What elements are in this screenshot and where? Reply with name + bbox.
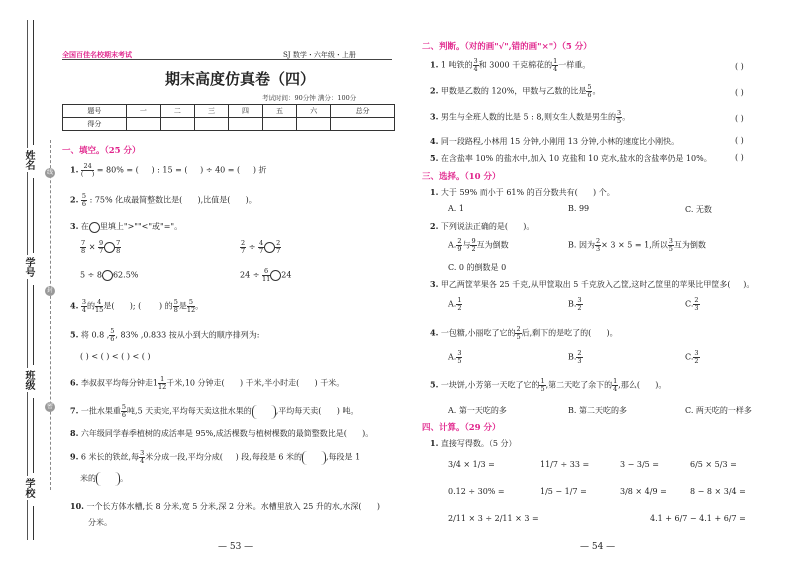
q-text: ,第二天吃了余下的 xyxy=(545,380,613,390)
question-number: 1. xyxy=(430,59,439,70)
s1-question-10 xyxy=(70,501,380,512)
score-col-total: 总分 xyxy=(331,105,395,118)
judge-answer-1[interactable]: ( ) xyxy=(735,62,744,71)
q-text: 一样重。 xyxy=(558,60,591,70)
seal-mark-line: 线 xyxy=(46,169,53,176)
q-text: 米分成一段,平均分成( xyxy=(145,452,223,462)
denominator: 2 xyxy=(694,357,699,365)
s1-q3-item-d xyxy=(240,268,291,283)
s1-question-7 xyxy=(70,404,358,419)
numerator: 7 xyxy=(81,239,86,247)
fraction xyxy=(262,268,270,283)
denominator: 7 xyxy=(258,247,264,255)
binding-margin-line xyxy=(27,20,28,540)
s3-q4-option-c[interactable] xyxy=(685,350,700,365)
brand-label: 全国百佳名校期末考试 xyxy=(62,50,132,59)
mixed-whole: 1 xyxy=(152,378,158,388)
s3-q3-option-c[interactable] xyxy=(685,297,700,312)
s3-q4-option-a[interactable] xyxy=(448,350,462,365)
s1-question-8 xyxy=(70,428,373,439)
page-number-right: — 54 — xyxy=(580,542,616,552)
section2-heading: 二、判断。（对的画"√",错的画"×"）（5 分） xyxy=(422,42,592,52)
q-text: ,平均每天卖( xyxy=(275,406,322,416)
q-text: 互为倒数 xyxy=(673,240,706,250)
q-text: )。 xyxy=(655,380,667,390)
s1-question-4 xyxy=(70,299,203,314)
calc-item: 8 − 8 × 3/4 = xyxy=(690,487,746,496)
s1-q3-item-c xyxy=(80,270,138,281)
question-number: 9. xyxy=(70,451,79,462)
fraction xyxy=(80,240,86,255)
option-letter: A. xyxy=(448,240,457,250)
page-number-left: — 53 — xyxy=(218,542,254,552)
denominator: 11 xyxy=(261,275,271,283)
s2-question-5 xyxy=(430,153,712,164)
s1-question-6 xyxy=(70,376,344,391)
q-text: 。 xyxy=(120,474,128,483)
option-letter: B. xyxy=(568,352,577,362)
question-number: 4. xyxy=(430,136,439,146)
q-text: 直接写得数。（5 分） xyxy=(440,439,517,448)
denominator: 3 xyxy=(694,304,699,312)
s2-question-2 xyxy=(430,84,600,99)
denominator: 4 xyxy=(553,65,558,73)
denominator: 5 xyxy=(616,117,622,125)
q-text: 同一段路程,小林用 15 分钟,小刚用 13 分钟,小林的速度比小刚快。 xyxy=(440,137,680,146)
denominator: 5 xyxy=(540,385,545,393)
q-text: , 83% ,0.833 按从小到大的顺序排列为: xyxy=(115,330,260,340)
q-text: ); ( xyxy=(129,301,142,311)
q-text: 互为倒数 xyxy=(476,240,509,250)
question-number: 1. xyxy=(430,187,439,197)
q-text: 。 xyxy=(195,301,204,311)
score-cell[interactable] xyxy=(297,118,331,131)
s3-question-1 xyxy=(430,187,615,198)
q-text: × 3 × 5 = 1 xyxy=(601,240,650,250)
score-col-2: 二 xyxy=(160,105,194,118)
calc-item: 3/4 × 1/3 = xyxy=(448,460,495,469)
score-cell[interactable] xyxy=(126,118,160,131)
numerator: 1 xyxy=(540,377,545,385)
numerator: 5 xyxy=(187,299,195,307)
denominator: 2 xyxy=(471,245,476,253)
denominator: 12 xyxy=(186,306,196,314)
s1-q9-continued xyxy=(80,472,128,486)
question-number: 1. xyxy=(430,438,439,448)
fraction xyxy=(693,350,699,365)
numerator: 2 xyxy=(241,239,246,247)
q-text: ) ÷ 40 = ( xyxy=(200,165,241,175)
q-text: 后,剩下的是吃了的( xyxy=(521,328,592,338)
numerator: 1 xyxy=(613,377,618,385)
q-text: 一块饼,小芳第一天吃了它的 xyxy=(440,380,540,390)
s1-question-2 xyxy=(70,193,257,208)
score-col-5: 五 xyxy=(263,105,297,118)
numerator: 6 xyxy=(262,268,270,276)
fraction xyxy=(576,297,582,312)
s1-q10-unit: 分米。 xyxy=(88,518,112,527)
numerator: 2 xyxy=(516,325,521,333)
judge-answer-3[interactable]: ( ) xyxy=(735,114,744,123)
section4-heading: 四、计算。（29 分） xyxy=(422,423,501,433)
denominator: 5 xyxy=(457,357,462,365)
denominator: 12 xyxy=(158,383,167,391)
q-text: ) 千米,半小时走( xyxy=(239,378,300,388)
q-text: ) 段,每段是 6 米的 xyxy=(235,452,303,462)
name-label: 姓名 xyxy=(23,150,34,170)
s1-question-5 xyxy=(70,328,260,343)
fraction-blank[interactable] xyxy=(302,451,326,465)
q-text: 的 xyxy=(87,301,96,311)
numerator: 5 xyxy=(110,327,115,335)
s4-question-1 xyxy=(430,438,517,449)
fraction xyxy=(240,240,246,255)
q-text: 是( xyxy=(103,301,115,311)
operator: × xyxy=(88,242,96,252)
q-text: : 75% 化成最简整数比是( xyxy=(89,195,183,205)
s3-q5-option-c[interactable]: C. 两天吃的一样多 xyxy=(685,406,752,415)
score-cell[interactable] xyxy=(263,118,297,131)
q-text: 是 xyxy=(178,301,187,311)
q-text: ) xyxy=(376,502,380,511)
compare-circle[interactable] xyxy=(89,222,100,233)
q-text: 吨,5 天卖完,平均每天卖这批水果的 xyxy=(127,406,252,416)
s3-q2-option-a[interactable] xyxy=(448,238,509,253)
s3-q1-option-c[interactable]: C. 无数 xyxy=(685,205,712,214)
s3-question-2 xyxy=(430,221,534,232)
numerator: 3 xyxy=(694,349,699,357)
numerator: 1 xyxy=(158,376,166,384)
q-text: 1 吨铁的 xyxy=(440,60,473,70)
q-text: 将 0.8 , xyxy=(80,330,110,340)
fraction xyxy=(456,297,462,312)
school-line xyxy=(33,398,34,473)
q-text: )。 xyxy=(743,280,755,289)
s1-question-9 xyxy=(70,450,360,465)
denominator: ( ) xyxy=(80,170,95,178)
question-number: 3. xyxy=(70,221,79,231)
denominator: 4 xyxy=(81,306,87,314)
question-number: 7. xyxy=(70,405,79,416)
s1-q5-order-line: ( ) < ( ) < ( ) < ( ) xyxy=(80,352,151,361)
q-text: ),比值是( xyxy=(197,195,231,205)
question-number: 1. xyxy=(70,164,79,175)
numerator: 3 xyxy=(668,237,673,245)
question-number: 2. xyxy=(430,221,439,231)
compare-circle[interactable] xyxy=(264,242,275,253)
score-row-label: 得分 xyxy=(63,118,127,131)
q-text: 大于 59% 而小于 61% 的百分数共有( xyxy=(440,188,578,197)
score-col-4: 四 xyxy=(228,105,262,118)
q-text: 男生与全班人数的比是 5 : 8,则女生人数是男生的 xyxy=(440,112,616,122)
question-number: 4. xyxy=(430,327,439,338)
fraction xyxy=(693,297,699,312)
q-text: 米的 xyxy=(80,474,96,483)
calc-item: 4.1 + 6/7 − 4.1 + 6/7 = xyxy=(650,514,746,523)
q-text: ) 的 xyxy=(159,301,173,311)
q-text: )。 xyxy=(362,429,374,438)
q-text: 6 米长的铁丝,每 xyxy=(80,452,140,462)
denominator: 7 xyxy=(276,247,281,255)
q-text: 下列说法正确的是( xyxy=(440,222,509,231)
q-text: 在含盐率 10% 的盐水中,加入 10 克盐和 10 克水,盐水的含盐率仍是 10%。 xyxy=(440,154,712,163)
q-text: ,那么( xyxy=(618,380,640,390)
q-text: 24 ÷ xyxy=(240,270,260,280)
numerator: 5 xyxy=(81,192,87,200)
numerator: 3 xyxy=(140,449,145,457)
numerator: 24 xyxy=(81,163,94,171)
denominator: 6 xyxy=(81,200,87,208)
score-table xyxy=(62,104,395,131)
numerator: 2 xyxy=(577,349,582,357)
question-number: 3. xyxy=(430,279,439,289)
option-letter: A. xyxy=(448,352,457,362)
q-text: ) 千米。 xyxy=(314,378,345,388)
judge-answer-2[interactable]: ( ) xyxy=(735,88,744,97)
class-line xyxy=(33,285,34,365)
score-table-score-row xyxy=(63,118,395,131)
numerator: 2 xyxy=(457,237,462,245)
calc-item: 3 − 3/5 = xyxy=(620,460,659,469)
q-text: 李叔叔平均每分钟走 xyxy=(80,378,153,388)
fraction-blank[interactable] xyxy=(252,405,276,419)
operator: ÷ xyxy=(248,242,256,252)
q-text: )。 xyxy=(606,328,618,338)
s2-question-4 xyxy=(430,136,679,147)
denominator: 2 xyxy=(577,304,582,312)
compare-circle[interactable] xyxy=(104,242,115,253)
s3-q5-option-b[interactable]: B. 第二天吃的多 xyxy=(568,406,627,415)
calc-item: 6/5 × 5/3 = xyxy=(690,460,737,469)
q-text: 和 3000 千克棉花的 xyxy=(478,60,553,70)
q-text: ) 折 xyxy=(252,165,267,175)
q-text: 5 ÷ 8 xyxy=(80,270,102,280)
numerator: 2 xyxy=(276,239,281,247)
s1-question-3 xyxy=(70,221,182,233)
q-text: ) : 15 = ( xyxy=(151,165,188,175)
fraction xyxy=(456,350,462,365)
numerator: 9 xyxy=(98,239,104,247)
numerator: 4 xyxy=(95,299,103,307)
denominator: 15 xyxy=(95,306,104,314)
q-text: ) 个。 xyxy=(593,188,615,197)
denominator: 5 xyxy=(668,245,673,253)
score-cell[interactable] xyxy=(194,118,228,131)
q-text: 里填上">""<"或"="。 xyxy=(99,222,183,231)
school-line-end xyxy=(33,506,34,540)
q-text: 。 xyxy=(592,86,601,96)
denominator: 7 xyxy=(241,247,246,255)
s3-q1-option-a[interactable]: A. 1 xyxy=(448,204,464,213)
score-col-3: 三 xyxy=(194,105,228,118)
fraction xyxy=(81,193,87,208)
denominator: 9 xyxy=(457,245,462,253)
denominator: 6 xyxy=(587,91,592,99)
q-text: 一个长方体水槽,长 8 分米,宽 5 分米,深 2 分米。水槽里放入 25 升的水,水深( xyxy=(86,502,362,511)
calc-item: 3/8 × 4/9 = xyxy=(620,487,667,496)
cut-line xyxy=(50,140,51,490)
option-letter: C. xyxy=(685,352,694,362)
numerator: 2 xyxy=(694,296,699,304)
fraction xyxy=(576,350,582,365)
section1-heading: 一、填空。（25 分） xyxy=(62,146,141,156)
s3-question-5 xyxy=(430,378,666,393)
denominator: 6 xyxy=(121,411,127,419)
question-number: 5. xyxy=(430,379,439,390)
section3-heading: 三、选择。（10 分） xyxy=(422,172,501,182)
numerator: 1 xyxy=(553,57,558,65)
seal-mark-seal: 封 xyxy=(46,287,53,294)
q-text: 24 xyxy=(281,270,292,280)
id-line xyxy=(33,178,34,253)
question-number: 2. xyxy=(70,194,79,205)
q-text: 。 xyxy=(622,112,631,122)
s3-question-3 xyxy=(430,279,754,290)
q-text: ) 吨。 xyxy=(336,406,359,416)
score-table-header-row xyxy=(63,105,395,118)
q-text: 与 xyxy=(462,240,471,250)
q-text: 在 xyxy=(80,222,89,231)
denominator: 3 xyxy=(595,245,601,253)
s3-q2-option-c[interactable]: C. 0 的倒数是 0 xyxy=(448,263,507,272)
denominator: 8 xyxy=(116,247,121,255)
numerator: 3 xyxy=(577,296,582,304)
calc-item: 1/5 − 1/7 = xyxy=(540,487,587,496)
grade-label: SJ 数学・六年级・上册 xyxy=(283,51,356,59)
denominator: 8 xyxy=(81,247,86,255)
name-line xyxy=(33,20,34,145)
q-text: )。 xyxy=(523,222,535,231)
s3-q4-option-b[interactable] xyxy=(568,350,583,365)
numerator: 9 xyxy=(471,237,476,245)
question-number: 5. xyxy=(70,329,79,340)
seal-mark-secret: 密 xyxy=(46,403,53,410)
question-number: 5. xyxy=(430,153,439,163)
s3-question-4 xyxy=(430,326,618,341)
denominator: 6 xyxy=(110,335,115,343)
q-text: 甲数是乙数的 120%，甲数与乙数的比是 xyxy=(440,86,587,96)
q-text: 甲乙两筐苹果各 25 千克,从甲筐取出 5 千克放入乙筐,这时乙筐里的苹果比甲筐多( xyxy=(440,280,731,289)
question-number: 2. xyxy=(430,85,439,96)
option-letter: B. 因为 xyxy=(568,240,595,250)
option-letter: B. xyxy=(568,299,577,309)
numerator: 7 xyxy=(116,239,121,247)
denominator: 7 xyxy=(98,247,104,255)
q-text: 一包糖,小丽吃了它的 xyxy=(440,328,516,338)
s1-q3-item-b xyxy=(240,240,281,255)
option-letter: C. xyxy=(685,299,694,309)
denominator: 2 xyxy=(457,304,462,312)
numerator: 3 xyxy=(616,109,622,117)
s2-question-3 xyxy=(430,110,630,125)
score-col-label: 题号 xyxy=(63,105,127,118)
s1-q3-item-a xyxy=(80,240,121,255)
calc-item: 0.12 ÷ 30% = xyxy=(448,487,505,496)
q-text: )。 xyxy=(245,195,257,205)
question-number: 8. xyxy=(70,428,79,438)
question-number: 3. xyxy=(430,111,439,122)
score-col-6: 六 xyxy=(297,105,331,118)
exam-meta: 考试时间：90分钟 满分：100分 xyxy=(262,94,357,102)
question-number: 6. xyxy=(70,377,79,388)
question-number: 10. xyxy=(70,501,84,511)
s2-question-1 xyxy=(430,58,590,73)
fraction xyxy=(275,240,281,255)
q-text: = 80% = ( xyxy=(96,165,139,175)
s3-q1-option-b[interactable]: B. 99 xyxy=(568,204,590,213)
q-text: ,每段是 1 xyxy=(326,452,361,462)
numerator: 1 xyxy=(457,296,462,304)
fraction xyxy=(115,240,121,255)
score-cell[interactable] xyxy=(331,118,395,131)
class-label: 班级 xyxy=(23,370,34,390)
denominator: 8 xyxy=(173,306,178,314)
compare-circle[interactable] xyxy=(102,270,113,281)
score-cell[interactable] xyxy=(228,118,262,131)
numerator: 4 xyxy=(258,239,264,247)
s3-q3-option-a[interactable] xyxy=(448,297,462,312)
school-label: 学校 xyxy=(23,478,34,498)
s1-question-1 xyxy=(70,163,267,178)
score-cell[interactable] xyxy=(160,118,194,131)
id-label: 学号 xyxy=(23,257,34,277)
numerator: 5 xyxy=(121,403,127,411)
numerator: 3 xyxy=(457,349,462,357)
page-title: 期末高度仿真卷（四） xyxy=(164,70,315,88)
fraction xyxy=(187,299,195,314)
s3-q5-option-a[interactable]: A. 第一天吃的多 xyxy=(448,406,507,415)
s3-q2-option-b[interactable] xyxy=(568,238,706,253)
denominator: 4 xyxy=(613,385,618,393)
fraction-blank[interactable] xyxy=(96,472,120,486)
calc-item: 11/7 ÷ 33 = xyxy=(540,460,590,469)
option-letter: A. xyxy=(448,299,457,309)
numerator: 5 xyxy=(173,298,178,306)
denominator: 4 xyxy=(140,457,145,465)
q-text: 62.5% xyxy=(112,270,139,280)
q-text: 一批水果重 xyxy=(80,406,121,416)
header-rule xyxy=(62,59,392,60)
numerator: 3 xyxy=(473,57,478,65)
calc-item: 2/11 × 3 ÷ 2/11 × 3 = xyxy=(448,514,539,523)
denominator: 5 xyxy=(516,333,521,341)
denominator: 3 xyxy=(577,357,582,365)
numerator: 5 xyxy=(587,83,592,91)
q-text: 六年级同学春季植树的成活率是 95%,成活棵数与植树棵数的最简整数比是( xyxy=(80,429,347,438)
judge-answer-4[interactable]: ( ) xyxy=(735,136,744,145)
denominator: 4 xyxy=(473,65,478,73)
score-col-1: 一 xyxy=(126,105,160,118)
judge-answer-5[interactable]: ( ) xyxy=(735,153,744,162)
s3-q3-option-b[interactable] xyxy=(568,297,583,312)
compare-circle[interactable] xyxy=(270,270,281,281)
q-text: 千米,10 分钟走( xyxy=(166,378,225,388)
question-number: 4. xyxy=(70,300,79,311)
numerator: 2 xyxy=(595,237,601,245)
fraction xyxy=(81,163,94,178)
numerator: 3 xyxy=(81,298,87,306)
q-text: ,所以 xyxy=(649,240,668,250)
